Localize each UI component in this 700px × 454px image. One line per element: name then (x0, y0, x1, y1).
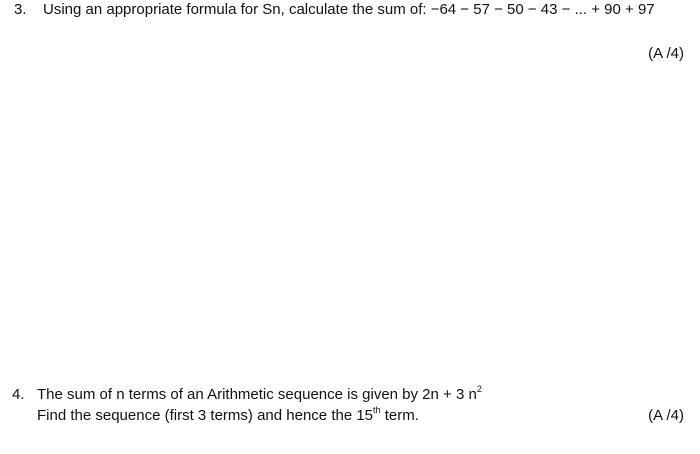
question-4-line-2 (37, 407, 419, 425)
question-3-marks: (A /4) (648, 45, 684, 62)
question-3-number: 3. (14, 1, 27, 18)
question-3-text: Using an appropriate formula for Sn, calculate the sum of: −64 − 57 − 50 − 43 − ... + 90 + 97 (43, 1, 655, 18)
question-4-line-2-text: Find the sequence (first 3 terms) and hence the 15 (37, 407, 374, 424)
question-4-line-2-suffix: term. (380, 407, 419, 424)
question-4-marks: (A /4) (648, 407, 684, 424)
question-4-number: 4. (12, 386, 25, 403)
question-4-line-1 (37, 386, 482, 404)
question-4-line-2-superscript: th (373, 405, 381, 415)
question-4-line-1-text: The sum of n terms of an Arithmetic sequence is given by 2n + 3 n (37, 386, 477, 403)
question-4-line-1-superscript: 2 (476, 384, 482, 394)
